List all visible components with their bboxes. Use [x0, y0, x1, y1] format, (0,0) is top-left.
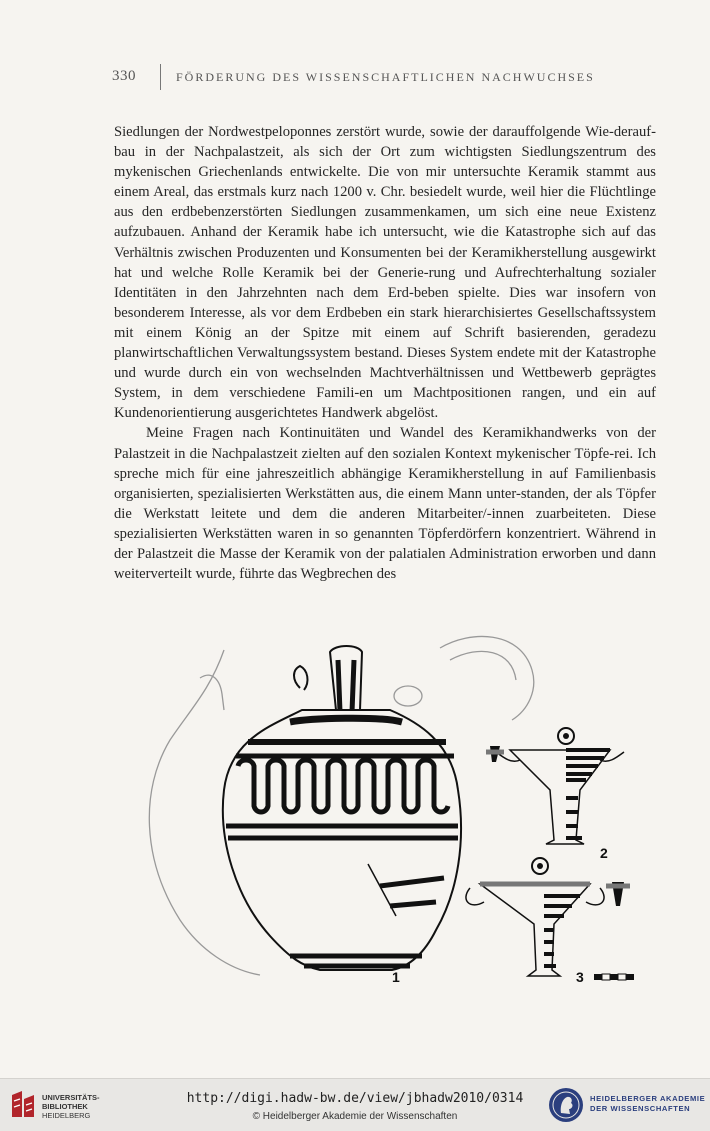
academy-line-1: HEIDELBERGER AKADEMIE: [590, 1094, 706, 1103]
pottery-figure: [140, 630, 660, 992]
page-number: 330: [112, 68, 136, 84]
academy-line-2: DER WISSENSCHAFTEN: [590, 1104, 691, 1113]
academy-seal-icon[interactable]: [548, 1087, 584, 1123]
library-line-3: HEIDELBERG: [42, 1111, 91, 1120]
vessel-2-kylix: [486, 728, 624, 844]
figure-label-2: 2: [600, 845, 608, 861]
running-head: FÖRDERUNG DES WISSENSCHAFTLICHEN NACHWUCHSES: [176, 70, 595, 84]
paragraph: Siedlungen der Nordwestpeloponnes zerstört wurde, sowie der darauffolgende Wie-deraufbau in der Nachpalastzeit, als sich der Ort zum wichtigsten Siedlungszentrum des mykenischen Griechenlands entwickelte. Die von mir untersuchte Keramik stammt aus einem Areal, das erstmals kurz nach 1200 v. Chr. besiedelt wurde, weil hier die Flüchtlinge aus den erdbebenzerstörten Siedlungen zusammenkamen, um sich eine neue Existenz aufzubauen. Anhand der Keramik habe ich untersucht, wie die Katastrophe sich auf das Verhältnis zwischen Produzenten und Konsumenten bei der Keramikherstellung ausgewirkt hat und welche Rolle Keramik bei der Generie-rung und Aufrechterhaltung sozialer Identitäten in den Jahrzehnten nach dem Erd-beben spielte. Dies war insofern von besonderem Interesse, als vor dem Erdbeben ein stark hierarchisiertes Gesellschaftssystem mit einem König an der Spitze mit einem auf Schrift basierenden, geradezu planwirtschaftlichen Verwaltungssystem bestand. Dieses System endete mit der Katastrophe und wurde durch ein von wechselnden Machtverhältnissen und Wettbewerb geprägtes System, in dem verschiedene Famili-en um Machtpositionen rangen, und ein auf Kundenorientierung ausgerichtetes Handwerk abgelöst.: [114, 124, 656, 422]
library-line-2: BIBLIOTHEK: [42, 1102, 88, 1111]
vessel-3-kylix: [466, 858, 630, 976]
background-amphora-handle-inner: [450, 651, 516, 680]
copyright-notice: © Heidelberger Akademie der Wissenschaften: [252, 1111, 458, 1122]
figure-label-3: 3: [576, 969, 584, 985]
scale-bar: [594, 974, 634, 980]
library-line-1: UNIVERSITÄTS-: [42, 1093, 100, 1102]
background-spout: [394, 686, 422, 706]
header-divider: [160, 64, 161, 90]
figure-label-1: 1: [392, 969, 400, 985]
pottery-drawings: [140, 630, 660, 992]
footer-bar: [0, 1078, 710, 1131]
page-header: [112, 68, 612, 90]
academy-name[interactable]: [590, 1094, 705, 1114]
background-amphora-handle: [440, 636, 534, 720]
vessel-1-stirrup-jar: [223, 646, 461, 970]
paragraph: Meine Fragen nach Kontinuitäten und Wandel des Keramikhandwerks von der Palastzeit in die Nachpalastzeit zielten auf den sozialen Kontext mykenischer Töpfe-rei. Ich spreche mich für eine jahreszeitlich abhängige Keramikherstellung in auf Familienbasis organisierten, spezialisierten Werkstätten aus, die einem Mann unter-standen, der als Töpfer die Werkstatt leitete und dem die anderen Mitarbeiter/-innen zuarbeiteten. Diese spezialisierten Werkstätten waren in so genannten Töpferdörfern konzentriert. Während in der Palastzeit die Masse der Keramik von der palatialen Administration erworben und dann weiterverteilt wurde, führte das Wegbrechen des: [114, 425, 656, 583]
body-text: [114, 122, 656, 584]
document-url-link[interactable]: http://digi.hadw-bw.de/view/jbhadw2010/0314: [186, 1091, 524, 1106]
